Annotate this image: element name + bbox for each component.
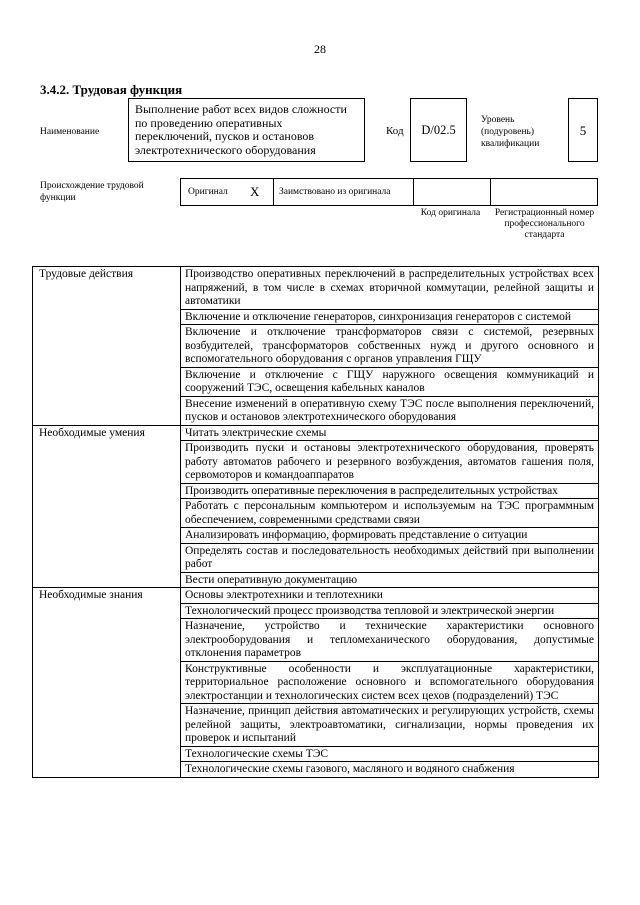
section-item: Конструктивные особенности и эксплуатационные характеристики, территориальное расположение основного и вспомогательного оборудования электростанции и технологических систем всех цехов (подразделений) ТЭС (181, 661, 599, 704)
section-category: Необходимые знания (33, 588, 181, 778)
section-item: Включение и отключение трансформаторов связи с системой, резервных возбудителей, трансформаторов собственных нужд и другого основного и вспомогательного оборудования с органов управления ГЩУ (181, 325, 599, 368)
name-label: Наименование (40, 127, 100, 137)
level-box (568, 98, 598, 162)
original-mark: X (250, 184, 260, 199)
section-category: Необходимые умения (33, 425, 181, 588)
section-item: Технологический процесс производства тепловой и электрической энергии (181, 603, 599, 619)
section-item: Технологические схемы ТЭС (181, 746, 599, 762)
origin-borrowed-cell (273, 179, 414, 205)
section-item: Технологические схемы газового, масляного и водяного снабжения (181, 762, 599, 778)
name-value: Выполнение работ всех видов сложности по проведению оперативных переключений, пусков и остановов электротехнического оборудования (135, 102, 347, 157)
section-item: Внесение изменений в оперативную схему ТЭС после выполнения переключений, пусков и остановов электротехнического оборудования (181, 396, 599, 425)
borrowed-label: Заимствовано из оригинала (279, 187, 391, 197)
name-box (128, 98, 365, 162)
reg-number-label: Регистрационный номер профессионального стандарта (494, 208, 595, 240)
section-item: Основы электротехники и теплотехники (181, 588, 599, 604)
section-item: Включение и отключение генераторов, синхронизация генераторов с системой (181, 309, 599, 325)
table-row (33, 588, 599, 604)
section-item: Производить пуски и остановы электротехнического оборудования, проверять работу автоматов рабочего и резервного возбуждения, автоматов гашения поля, сервомоторов и командоаппаратов (181, 441, 599, 484)
origin-label: Происхождение трудовой функции (40, 181, 144, 203)
section-item: Определять состав и последовательность необходимых действий при выполнении работ (181, 543, 599, 572)
section-category: Трудовые действия (33, 267, 181, 426)
origin-code-cell (413, 179, 491, 205)
table-row (33, 267, 599, 310)
code-label: Код (386, 125, 404, 137)
function-table-body (33, 267, 599, 778)
section-item: Включение и отключение с ГЩУ наружного освещения коммуникаций и сооружений ТЭС, освещения кабельных каналов (181, 367, 599, 396)
code-original-label: Код оригинала (420, 208, 481, 218)
table-row (33, 425, 599, 441)
origin-reg-cell (490, 179, 597, 205)
origin-box (180, 178, 598, 206)
code-box (410, 98, 467, 162)
section-item: Читать электрические схемы (181, 425, 599, 441)
origin-original-cell (181, 179, 274, 205)
section-item: Производство оперативных переключений в распределительных устройствах всех напряжений, в том числе в схемах вторичной коммутации, релейной защиты и автоматики (181, 267, 599, 310)
section-item: Назначение, принцип действия автоматических и регулирующих устройств, схемы релейной защиты, электроавтоматики, сигнализации, нормы проведения их проверок и испытаний (181, 704, 599, 747)
section-item: Вести оперативную документацию (181, 572, 599, 588)
function-table (32, 266, 599, 778)
level-label: Уровень (подуровень) квалификации (481, 115, 540, 149)
section-item: Назначение, устройство и технические характеристики основного электрооборудования и тепломеханического оборудования, допустимые отклонения параметров (181, 619, 599, 662)
code-value: D/02.5 (421, 123, 456, 137)
original-label: Оригинал (188, 187, 228, 197)
section-item: Производить оперативные переключения в распределительных устройствах (181, 483, 599, 499)
level-value: 5 (579, 123, 587, 138)
section-item: Анализировать информацию, формировать представление о ситуации (181, 528, 599, 544)
section-title: 3.4.2. Трудовая функция (40, 82, 183, 97)
section-item: Работать с персональным компьютером и используемым на ТЭС программным обеспечением, современными средствами связи (181, 499, 599, 528)
page-number: 28 (314, 42, 326, 56)
